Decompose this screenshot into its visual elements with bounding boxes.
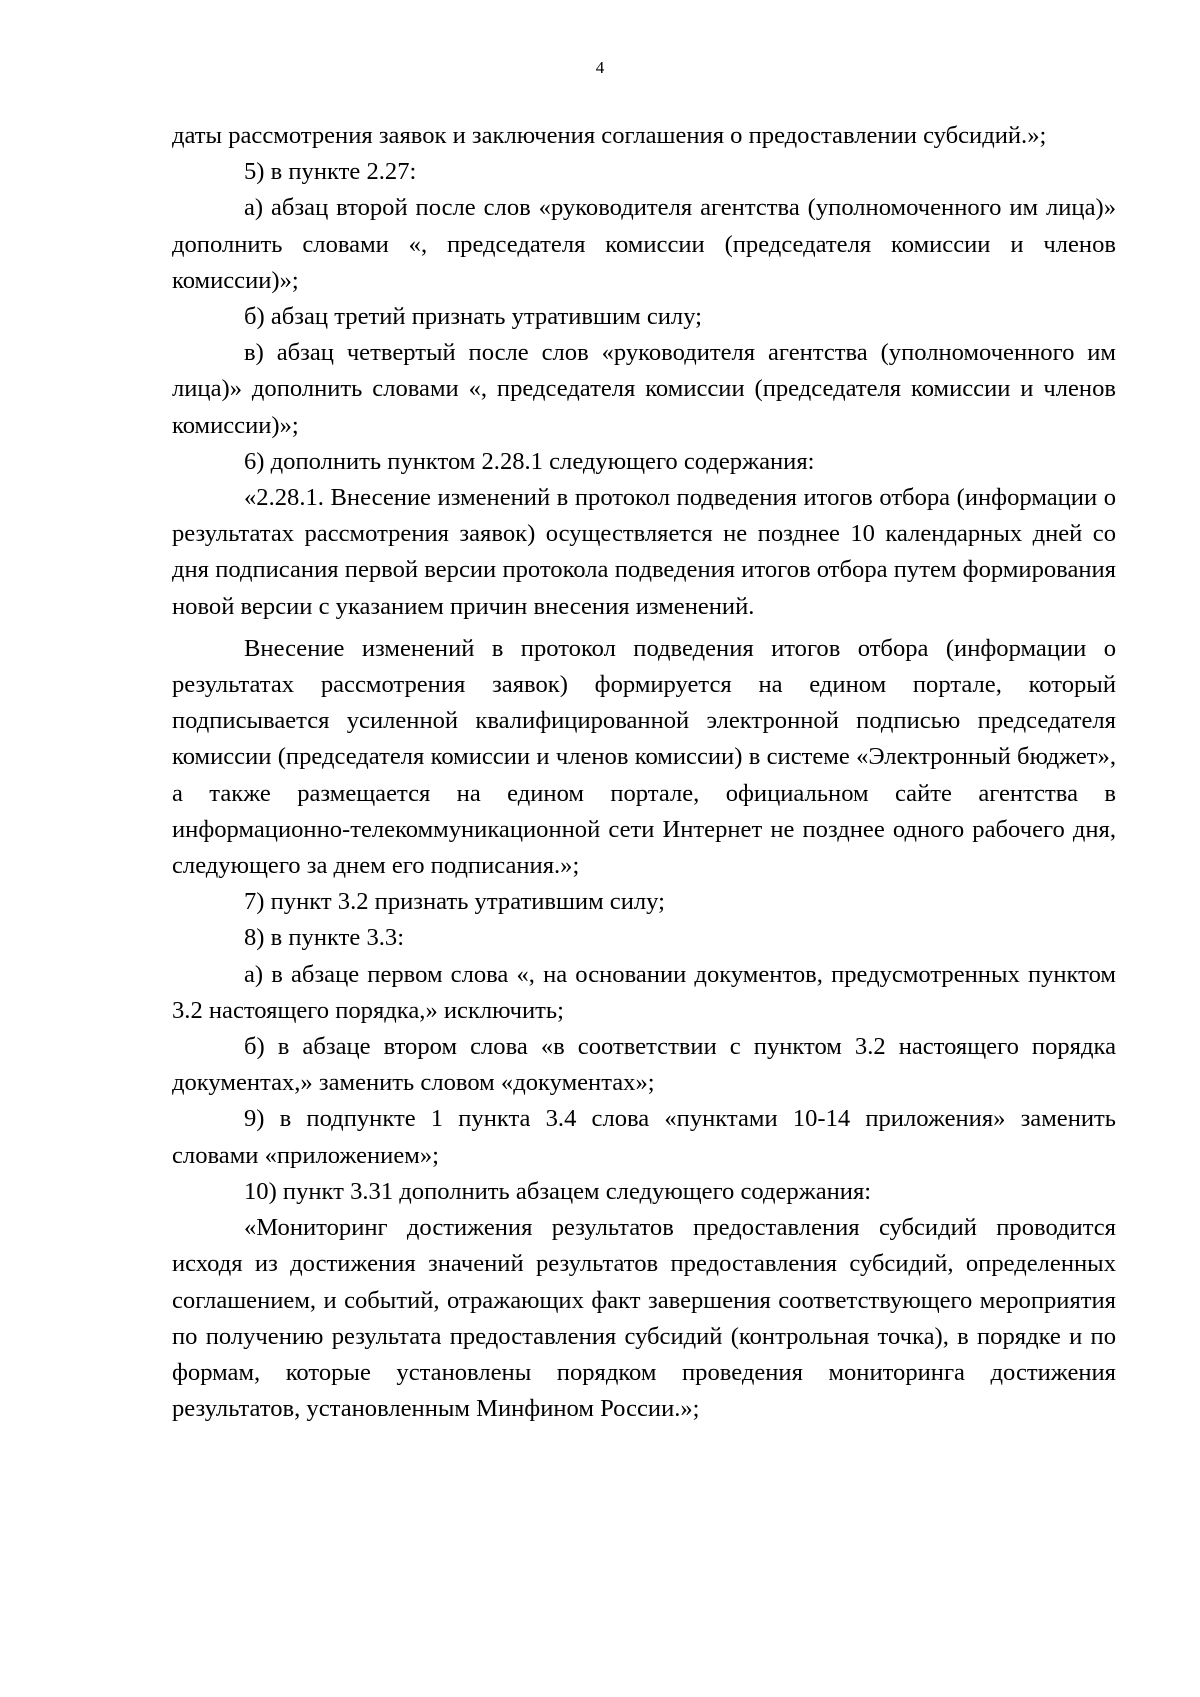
paragraph-item-6: 6) дополнить пунктом 2.28.1 следующего содержания: [244,447,815,475]
paragraph-continuation: даты рассмотрения заявок и заключения соглашения о предоставлении субсидий.»; [172,122,1047,149]
paragraph-item-5a: а) абзац второй после слов «руководителя агентства (уполномоченного им лица)» дополнить словами «, председателя комиссии (председателя комиссии и членов комиссии)»; [172,194,1116,294]
paragraph-2-28-1-second: Внесение изменений в протокол подведения итогов отбора (информации о результатах рассмотрения заявок) формируется на едином портале, который подписывается усиленной квалифицированной электронной подписью председателя комиссии (председателя комиссии и членов комиссии) в системе «Электронный бюджет», а также размещается на едином портале, официальном сайте агентства в информационно-телекоммуникационной сети Интернет не позднее одного рабочего дня, следующего за днем его подписания.»; [172,634,1116,880]
document-body [172,118,1116,1427]
paragraph-item-5b: б) абзац третий признать утратившим силу; [244,303,702,331]
paragraph-item-8b: б) в абзаце втором слова «в соответствии с пунктом 3.2 настоящего порядка документах,» заменить словом «документах»; [172,1033,1116,1097]
paragraph-item-9: 9) в подпункте 1 пункта 3.4 слова «пунктами 10-14 приложения» заменить словами «приложением»; [172,1105,1116,1169]
paragraph-item-5c: в) абзац четвертый после слов «руководителя агентства (уполномоченного им лица)» дополнить словами «, председателя комиссии (председателя комиссии и членов комиссии)»; [172,339,1116,439]
paragraph-item-5: 5) в пункте 2.27: [244,158,417,186]
paragraph-item-10: 10) пункт 3.31 дополнить абзацем следующего содержания: [244,1177,872,1205]
page-number: 4 [595,58,605,77]
paragraph-item-7: 7) пункт 3.2 признать утратившим силу; [244,888,665,916]
paragraph-monitoring: «Мониторинг достижения результатов предоставления субсидий проводится исходя из достижения значений результатов предоставления субсидий, определенных соглашением, и событий, отражающих факт завершения соответствующего мероприятия по получению результата предоставления субсидий (контрольная точка), в порядке и по формам, которые установлены порядком проведения мониторинга достижения результатов, установленным Минфином России.»; [172,1214,1116,1423]
paragraph-item-8: 8) в пункте 3.3: [244,924,405,952]
paragraph-2-28-1: «2.28.1. Внесение изменений в протокол подведения итогов отбора (информации о результатах рассмотрения заявок) осуществляется не позднее 10 календарных дней со дня подписания первой версии протокола подведения итогов отбора путем формирования новой версии с указанием причин внесения изменений. [172,484,1116,620]
paragraph-item-8a: а) в абзаце первом слова «, на основании документов, предусмотренных пунктом 3.2 настоящего порядка,» исключить; [172,960,1116,1024]
